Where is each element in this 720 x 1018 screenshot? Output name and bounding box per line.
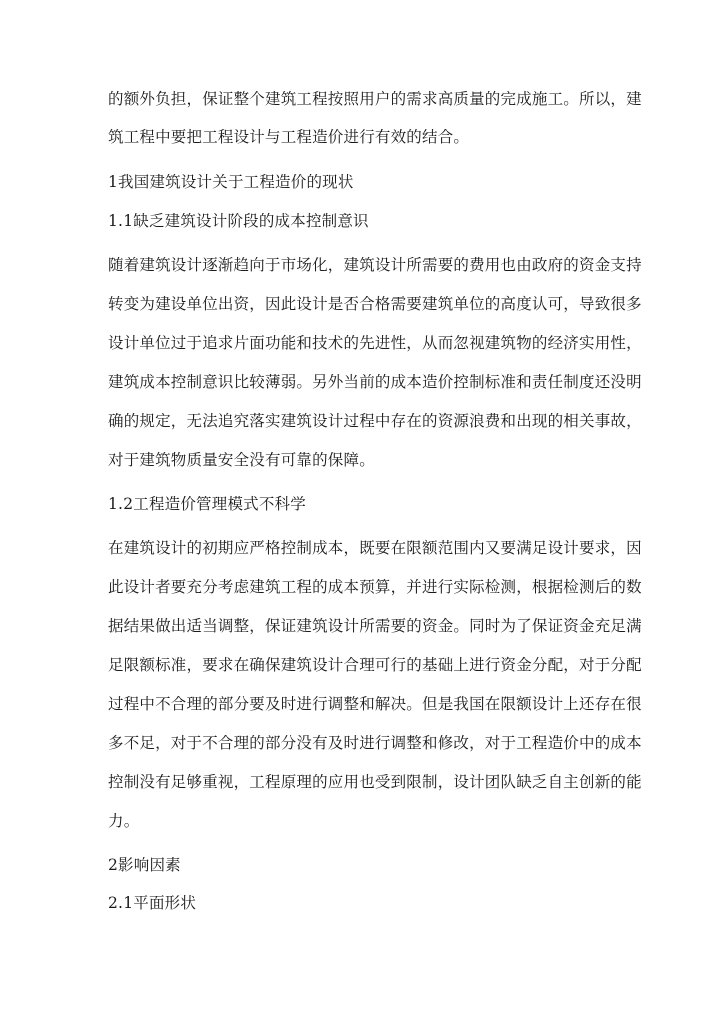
- section-heading: 1我国建筑设计关于工程造价的现状: [108, 173, 354, 191]
- paragraph-line: 建筑成本控制意识比较薄弱。另外当前的成本造价控制标准和责任制度还没明: [108, 373, 642, 391]
- paragraph-line: 筑工程中要把工程设计与工程造价进行有效的结合。: [108, 128, 470, 146]
- paragraph-line: 确的规定，无法追究落实建筑设计过程中存在的资源浪费和出现的相关事故，: [108, 412, 642, 430]
- paragraph-line: 随着建筑设计逐渐趋向于市场化，建筑设计所需要的费用也由政府的资金支持: [108, 256, 642, 274]
- paragraph-line: 足限额标准，要求在确保建筑设计合理可行的基础上进行资金分配，对于分配: [108, 656, 642, 674]
- paragraph-line: 力。: [108, 812, 140, 830]
- paragraph-line: 过程中不合理的部分要及时进行调整和解决。但是我国在限额设计上还存在很: [108, 695, 642, 713]
- paragraph-line: 控制没有足够重视，工程原理的应用也受到限制，设计团队缺乏自主创新的能: [108, 773, 642, 791]
- paragraph-line: 设计单位过于追求片面功能和技术的先进性，从而忽视建筑物的经济实用性，: [108, 334, 642, 352]
- paragraph-line: 此设计者要充分考虑建筑工程的成本预算，并进行实际检测，根据检测后的数: [108, 578, 642, 596]
- paragraph-line: 据结果做出适当调整，保证建筑设计所需要的资金。同时为了保证资金充足满: [108, 617, 642, 635]
- paragraph-line: 多不足，对于不合理的部分没有及时进行调整和修改，对于工程造价中的成本: [108, 734, 642, 752]
- paragraph-line: 的额外负担，保证整个建筑工程按照用户的需求高质量的完成施工。所以，建: [108, 90, 642, 108]
- subsection-heading: 2.1平面形状: [108, 894, 197, 912]
- paragraph-line: 对于建筑物质量安全没有可靠的保障。: [108, 451, 375, 469]
- subsection-heading: 1.2工程造价管理模式不科学: [108, 495, 306, 513]
- subsection-heading: 1.1缺乏建筑设计阶段的成本控制意识: [108, 212, 369, 230]
- section-heading: 2影响因素: [108, 856, 181, 874]
- paragraph-line: 转变为建设单位出资，因此设计是否合格需要建筑单位的高度认可，导致很多: [108, 295, 642, 313]
- paragraph-line: 在建筑设计的初期应严格控制成本，既要在限额范围内又要满足设计要求，因: [108, 539, 642, 557]
